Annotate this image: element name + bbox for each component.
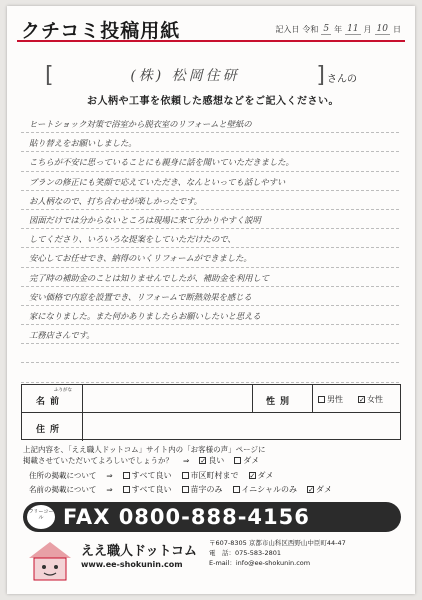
- male-option[interactable]: 男性: [318, 394, 343, 405]
- comment-line: こちらが不安に思っていることにも親身に話を聞いていただきました。: [21, 152, 399, 171]
- checkbox-icon[interactable]: [123, 486, 130, 493]
- checkbox-icon[interactable]: [182, 472, 189, 479]
- name-label: 名前: [36, 397, 65, 407]
- brand-name: ええ職人ドットコム: [81, 544, 197, 559]
- instruction-text: お人柄や工事を依頼した感想などをご記入ください。: [87, 96, 339, 107]
- checked-box-icon[interactable]: ✓: [200, 457, 207, 465]
- year-value: 5: [323, 24, 330, 34]
- fax-banner: [23, 502, 401, 532]
- consent-yes[interactable]: ✓ 良い: [200, 456, 225, 465]
- checkbox-icon[interactable]: [318, 396, 325, 403]
- company-name: (株) 松岡住研: [130, 68, 240, 84]
- entry-date: 記入日 令和 5 年 11 月 10 日: [275, 24, 401, 34]
- comment-line: [21, 344, 399, 363]
- checkbox-icon[interactable]: [234, 457, 241, 464]
- gender-label: 性別: [266, 397, 295, 407]
- checkbox-icon[interactable]: [233, 486, 240, 493]
- comment-line: 安心してお任せでき、納得のいくリフォームができました。: [21, 248, 399, 267]
- address-label: 住所: [36, 425, 65, 435]
- company-name-field: [ (株) 松岡住研 ]: [45, 62, 325, 88]
- comment-line: 完了時の補助金のことは知りませんでしたが、補助金を利用して: [21, 268, 399, 287]
- checked-box-icon[interactable]: ✓: [249, 472, 256, 480]
- name-suffix: さんの: [327, 74, 357, 85]
- day-value: 10: [376, 24, 388, 34]
- comment-line: 家になりました。また何かありましたらお願いしたいと思える: [21, 306, 399, 325]
- comment-line: 図面だけでは分からないところは現場に来て分かりやすく説明: [21, 210, 399, 229]
- free-call-icon: フリーコール: [27, 505, 55, 529]
- consent-no[interactable]: ダメ: [234, 455, 259, 466]
- comment-line: ヒートショック対策で浴室から脱衣室のリフォームと壁紙の: [21, 114, 399, 133]
- page-title: クチコミ投稿用紙: [21, 20, 181, 42]
- comment-line: 貼り替えをお願いしました。: [21, 133, 399, 152]
- header: [17, 16, 405, 42]
- comment-line: お人柄なので、打ち合わせが楽しかったです。: [21, 191, 399, 210]
- fax-number: FAX 0800-888-4156: [63, 505, 310, 529]
- female-option[interactable]: ✓ 女性: [359, 395, 383, 404]
- furigana-label: ふりがな: [54, 388, 72, 393]
- checkbox-icon[interactable]: [123, 472, 130, 479]
- checkbox-icon[interactable]: [182, 486, 189, 493]
- checked-box-icon[interactable]: ✓: [308, 486, 314, 494]
- house-mascot-logo: [25, 538, 75, 582]
- comment-line: 工務店さんです。: [21, 325, 399, 344]
- post-sheet: [7, 6, 415, 594]
- consent-question: 上記内容を、「ええ職人ドットコム」サイト内の「お客様の声」ページに 掲載させていただいてよろしいでしょうか？ ⇒ ✓ 良い ダメ: [23, 445, 266, 465]
- contact-info: 〒607-8305 京都市山科区西野山中臣町44-47 電 話：075-583-2801 E-mail：info@ee-shokunin.com: [209, 539, 346, 567]
- site-url: www.ee-shokunin.com: [81, 560, 183, 569]
- comment-line: [21, 363, 399, 382]
- comment-line: してくださり、いろいろな提案をしていただけたので、: [21, 229, 399, 248]
- comment-line: 安い価格で内窓を設置でき、リフォームで断熱効果を感じる: [21, 287, 399, 306]
- address-publish-options: 住所の掲載について ⇒ すべて良い 市区町村まで ✓ ダメ: [29, 471, 274, 480]
- comment-area: [21, 114, 399, 383]
- checked-box-icon[interactable]: ✓: [359, 396, 365, 404]
- customer-info-form: [21, 384, 401, 440]
- name-publish-options: 名前の掲載について ⇒ すべて良い 苗字のみ イニシャルのみ ✓ ダメ: [29, 485, 333, 494]
- month-value: 11: [347, 24, 359, 34]
- comment-line: プランの修正にも笑顔で応えていただき、なんといっても話しやすい: [21, 172, 399, 191]
- footer: [23, 536, 401, 586]
